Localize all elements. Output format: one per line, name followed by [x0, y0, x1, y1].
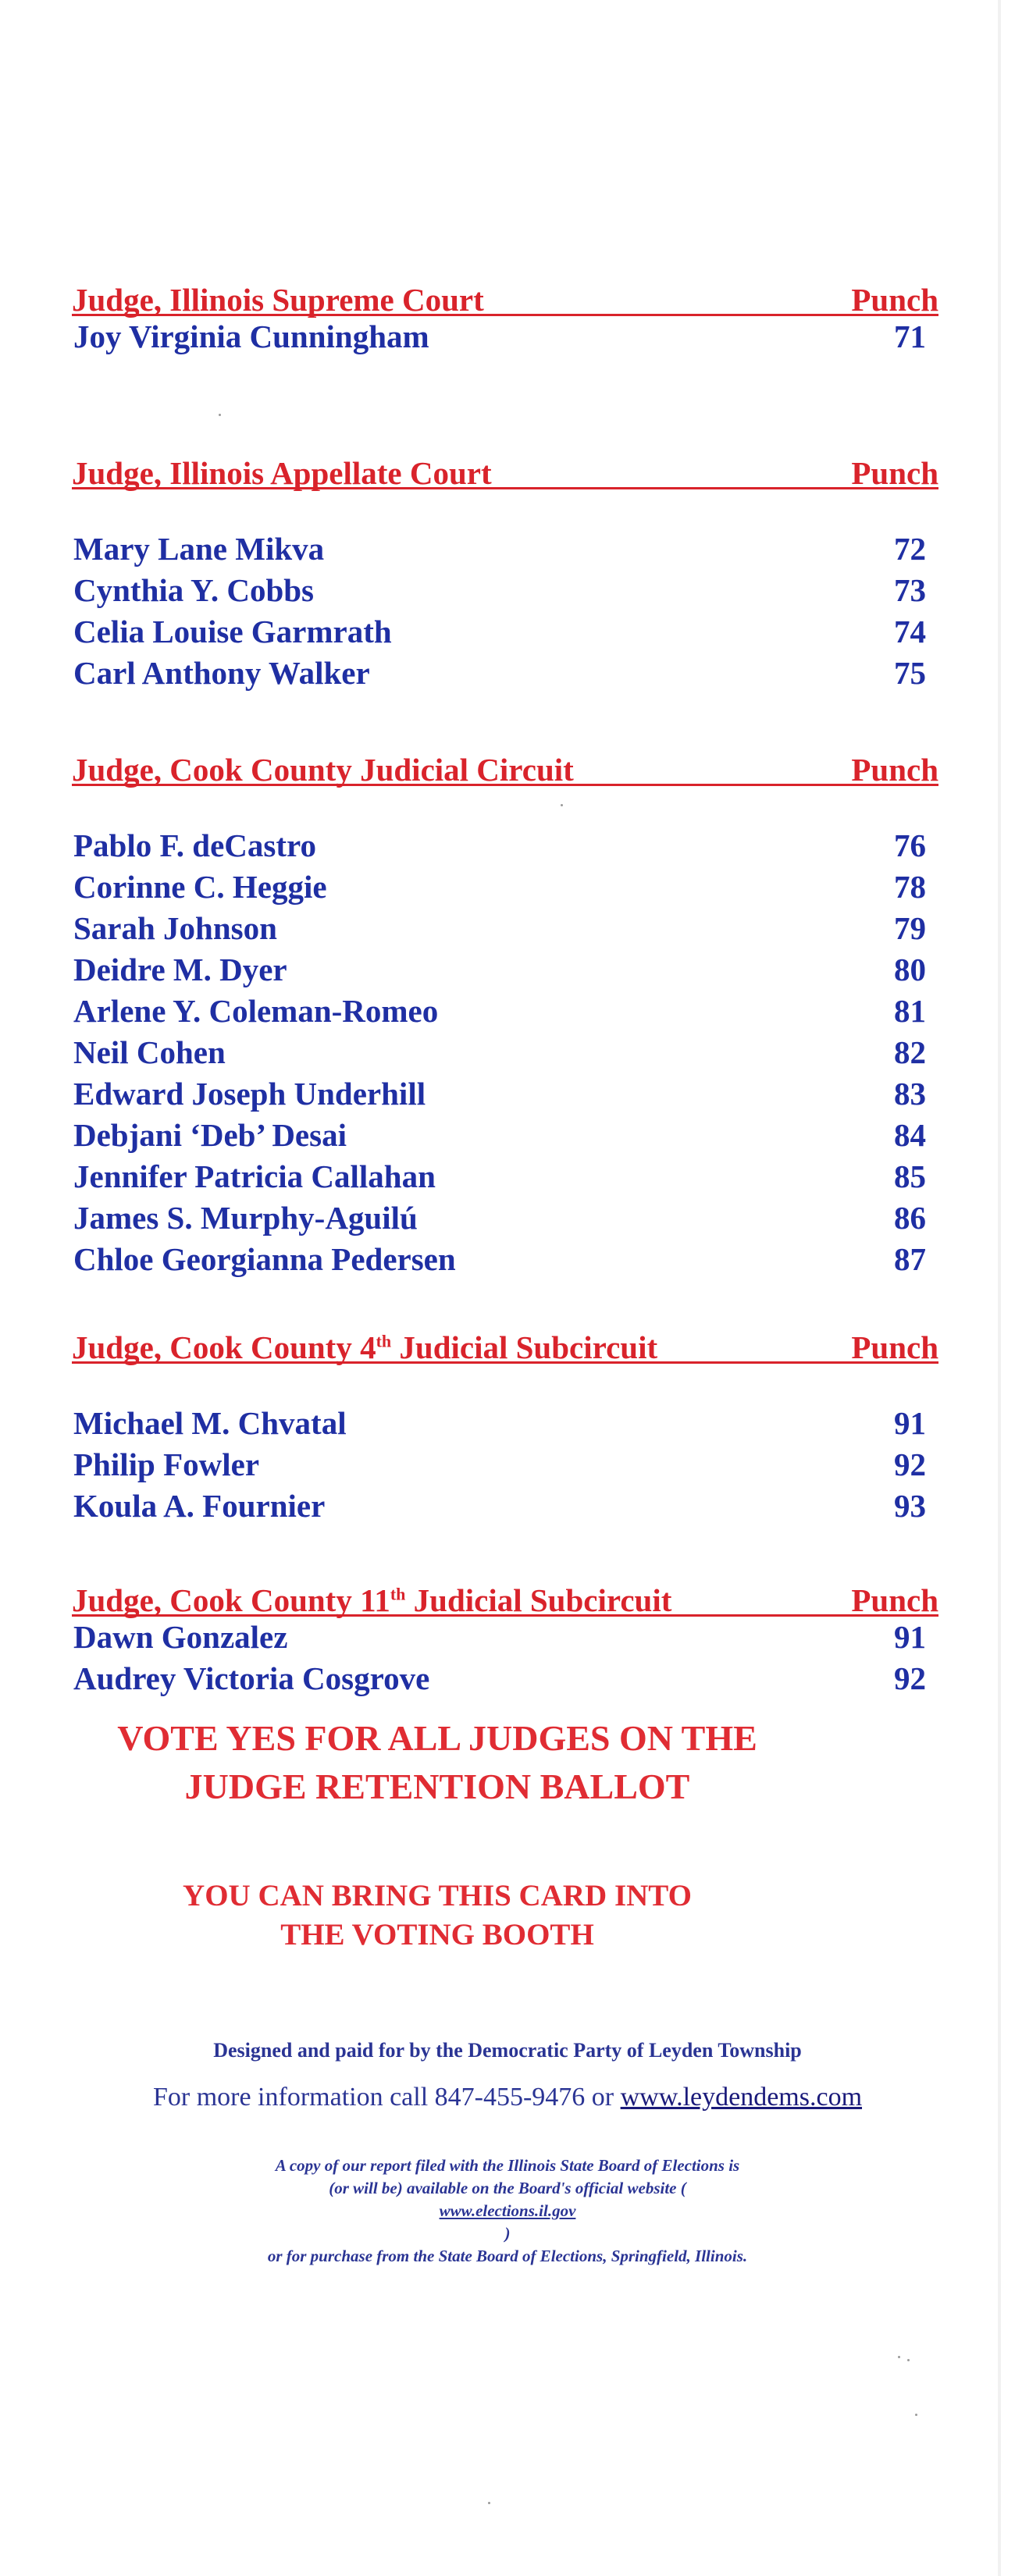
punch-label: Punch	[851, 1582, 938, 1618]
candidate-name: Jennifer Patricia Callahan	[73, 1158, 436, 1194]
candidate-name: Debjani ‘Deb’ Desai	[73, 1117, 347, 1153]
candidate-list	[72, 530, 938, 696]
punch-number: 74	[894, 614, 926, 649]
candidate-name: Joy Virginia Cunningham	[73, 318, 429, 354]
candidate-name: Koula A. Fournier	[73, 1488, 326, 1524]
punch-number: 72	[894, 531, 926, 567]
candidate-name: Neil Cohen	[73, 1034, 226, 1070]
candidate-row	[72, 1487, 938, 1528]
scan-speck	[915, 2414, 917, 2416]
candidate-name: Arlene Y. Coleman-Romeo	[73, 993, 439, 1029]
bring-card-line2: THE VOTING BOOTH	[280, 1918, 594, 1952]
candidate-name: Cynthia Y. Cobbs	[73, 572, 315, 608]
candidate-name: Michael M. Chvatal	[73, 1405, 347, 1441]
punch-label: Punch	[851, 1329, 938, 1365]
punch-number: 79	[894, 910, 926, 946]
disclaimer	[0, 2154, 1015, 2268]
punch-number: 73	[894, 572, 926, 608]
candidate-list	[72, 1618, 938, 1701]
candidate-row	[72, 951, 938, 992]
punch-number: 83	[894, 1076, 926, 1112]
punch-number: 80	[894, 952, 926, 987]
candidate-list	[72, 318, 938, 359]
punch-number: 78	[894, 869, 926, 905]
candidate-row	[72, 613, 938, 654]
punch-number: 76	[894, 827, 926, 863]
scan-speck	[219, 414, 221, 416]
section-header	[72, 1321, 938, 1364]
punch-number: 81	[894, 993, 926, 1029]
punch-number: 71	[894, 318, 926, 354]
section-header	[72, 273, 938, 316]
punch-number: 92	[894, 1446, 926, 1482]
vote-yes-callout	[0, 1714, 874, 1811]
candidate-name: Pablo F. deCastro	[73, 827, 316, 863]
candidate-row	[72, 571, 938, 613]
candidate-name: Celia Louise Garmrath	[73, 614, 392, 649]
punch-number: 82	[894, 1034, 926, 1070]
vote-yes-line1: VOTE YES FOR ALL JUDGES ON THE	[117, 1718, 757, 1758]
section-appellate-court	[72, 447, 938, 696]
candidate-row	[72, 530, 938, 571]
candidate-row	[72, 1660, 938, 1701]
section-cook-county-circuit	[72, 743, 938, 1282]
section-header	[72, 1574, 938, 1617]
candidate-row	[72, 654, 938, 696]
punch-number: 91	[894, 1619, 926, 1655]
candidate-row	[72, 868, 938, 909]
candidate-row	[72, 1199, 938, 1240]
candidate-name: Audrey Victoria Cosgrove	[73, 1660, 430, 1696]
candidate-row	[72, 909, 938, 951]
candidate-row	[72, 1618, 938, 1660]
bring-card-callout	[0, 1877, 874, 1955]
section-title	[72, 1582, 671, 1619]
candidate-list	[72, 1404, 938, 1528]
section-title: Judge, Cook County Judicial Circuit	[72, 752, 574, 788]
title-suffix: Judicial Subcircuit	[391, 1329, 658, 1365]
board-website-link[interactable]: www.elections.il.gov	[439, 2201, 576, 2220]
punch-number: 75	[894, 655, 926, 691]
candidate-row	[72, 827, 938, 868]
candidate-row	[72, 992, 938, 1034]
section-title: Judge, Illinois Supreme Court	[72, 282, 484, 318]
candidate-row	[72, 318, 938, 359]
candidate-name: Dawn Gonzalez	[73, 1619, 288, 1655]
punch-label: Punch	[851, 752, 938, 788]
punch-label: Punch	[851, 282, 938, 318]
section-title: Judge, Illinois Appellate Court	[72, 455, 492, 491]
section-11th-subcircuit	[72, 1574, 938, 1701]
more-info-text: For more information call 847-455-9476 or	[152, 2083, 621, 2112]
scan-speck	[488, 2502, 490, 2504]
punch-number: 86	[894, 1200, 926, 1236]
disclaimer-line2-post: )	[504, 2224, 511, 2243]
candidate-row	[72, 1404, 938, 1446]
candidate-name: James S. Murphy-Aguilú	[73, 1200, 418, 1236]
candidate-row	[72, 1240, 938, 1282]
candidate-list	[72, 827, 938, 1282]
candidate-row	[72, 1446, 938, 1487]
punch-number: 87	[894, 1241, 926, 1277]
disclaimer-line2	[0, 2177, 1015, 2245]
punch-number: 85	[894, 1158, 926, 1194]
title-prefix: Judge, Cook County 11	[72, 1582, 390, 1618]
section-4th-subcircuit	[72, 1321, 938, 1528]
title-ordinal: th	[376, 1331, 392, 1351]
vote-yes-line2: JUDGE RETENTION BALLOT	[184, 1767, 690, 1806]
candidate-row	[72, 1075, 938, 1116]
candidate-name: Sarah Johnson	[73, 910, 277, 946]
candidate-name: Philip Fowler	[73, 1446, 260, 1482]
candidate-name: Corinne C. Heggie	[73, 869, 327, 905]
candidate-name: Carl Anthony Walker	[73, 655, 370, 691]
section-title	[72, 1329, 657, 1366]
punch-number: 91	[894, 1405, 926, 1441]
title-suffix: Judicial Subcircuit	[405, 1582, 672, 1618]
disclaimer-line3: or for purchase from the State Board of Elections, Springfield, Illinois.	[267, 2247, 748, 2265]
scan-speck	[907, 2359, 910, 2361]
disclaimer-line1: A copy of our report filed with the Illinois State Board of Elections is	[275, 2156, 740, 2175]
candidate-row	[72, 1116, 938, 1158]
candidate-row	[72, 1034, 938, 1075]
punch-number: 92	[894, 1660, 926, 1696]
section-header	[72, 447, 938, 489]
scan-speck	[561, 804, 563, 806]
website-link[interactable]: www.leydendems.com	[620, 2083, 863, 2112]
punch-label: Punch	[851, 455, 938, 491]
disclaimer-line2-pre: (or will be) available on the Board's official website (	[329, 2179, 686, 2197]
punch-number: 93	[894, 1488, 926, 1524]
candidate-name: Chloe Georgianna Pedersen	[73, 1241, 456, 1277]
scan-speck	[898, 2356, 900, 2358]
section-supreme-court	[72, 273, 938, 359]
title-ordinal: th	[390, 1584, 406, 1604]
candidate-name: Deidre M. Dyer	[73, 952, 287, 987]
candidate-name: Mary Lane Mikva	[73, 531, 325, 567]
title-prefix: Judge, Cook County 4	[72, 1329, 376, 1365]
candidate-name: Edward Joseph Underhill	[73, 1076, 426, 1112]
paid-for-by: Designed and paid for by the Democratic Party of Leyden Township	[213, 2039, 802, 2062]
section-header	[72, 743, 938, 786]
more-info	[0, 2083, 1015, 2112]
punch-number: 84	[894, 1117, 926, 1153]
candidate-row	[72, 1158, 938, 1199]
bring-card-line1: YOU CAN BRING THIS CARD INTO	[183, 1879, 692, 1912]
